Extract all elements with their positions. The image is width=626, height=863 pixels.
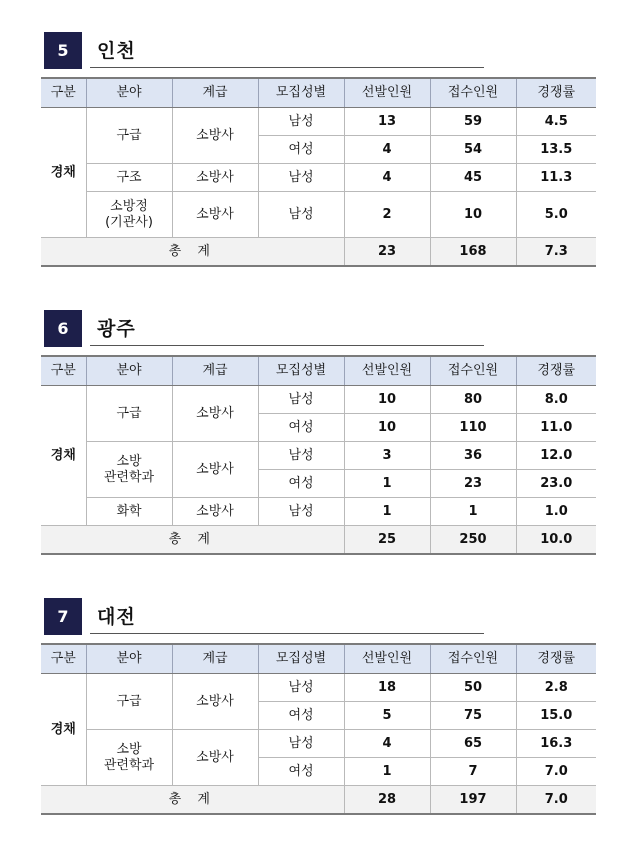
ratio-cell: 12.0 xyxy=(516,442,596,470)
header-ratio: 경쟁률 xyxy=(516,356,596,386)
total-ratio: 7.3 xyxy=(516,238,596,267)
total-ratio: 7.0 xyxy=(516,786,596,815)
table-row xyxy=(41,108,596,136)
total-applied: 197 xyxy=(430,786,516,815)
header-rank: 계급 xyxy=(172,356,258,386)
header-rank: 계급 xyxy=(172,78,258,108)
section-title: 인천 xyxy=(97,40,136,62)
category-cell: 경채 xyxy=(41,386,86,526)
field-cell: 화학 xyxy=(86,498,172,526)
rank-cell: 소방사 xyxy=(172,386,258,442)
selected-cell: 4 xyxy=(344,730,430,758)
header-gender: 모집성별 xyxy=(258,356,344,386)
gender-cell: 남성 xyxy=(258,386,344,414)
table-header-row xyxy=(41,644,596,674)
selected-cell: 10 xyxy=(344,414,430,442)
total-selected: 28 xyxy=(344,786,430,815)
table-row xyxy=(41,192,596,238)
gender-cell: 여성 xyxy=(258,414,344,442)
section-gwangju xyxy=(41,310,596,555)
selected-cell: 4 xyxy=(344,164,430,192)
gender-cell: 여성 xyxy=(258,470,344,498)
applied-cell: 54 xyxy=(430,136,516,164)
table-row xyxy=(41,730,596,758)
section-header xyxy=(41,32,596,72)
recruitment-table xyxy=(41,355,596,555)
category-cell: 경채 xyxy=(41,108,86,238)
table-row xyxy=(41,498,596,526)
section-title: 광주 xyxy=(97,318,136,340)
ratio-cell: 13.5 xyxy=(516,136,596,164)
header-gender: 모집성별 xyxy=(258,644,344,674)
field-cell: 소방정 (기관사) xyxy=(86,192,172,238)
field-cell: 구급 xyxy=(86,674,172,730)
header-ratio: 경쟁률 xyxy=(516,644,596,674)
header-applied: 접수인원 xyxy=(430,644,516,674)
selected-cell: 13 xyxy=(344,108,430,136)
header-category: 구분 xyxy=(41,644,86,674)
section-underline xyxy=(90,67,484,68)
selected-cell: 18 xyxy=(344,674,430,702)
selected-cell: 10 xyxy=(344,386,430,414)
header-field: 분야 xyxy=(86,644,172,674)
section-number-badge: 5 xyxy=(44,32,82,69)
selected-cell: 1 xyxy=(344,758,430,786)
table-row xyxy=(41,386,596,414)
header-ratio: 경쟁률 xyxy=(516,78,596,108)
applied-cell: 75 xyxy=(430,702,516,730)
applied-cell: 7 xyxy=(430,758,516,786)
header-rank: 계급 xyxy=(172,644,258,674)
rank-cell: 소방사 xyxy=(172,108,258,164)
ratio-cell: 23.0 xyxy=(516,470,596,498)
gender-cell: 남성 xyxy=(258,498,344,526)
selected-cell: 2 xyxy=(344,192,430,238)
field-cell: 소방 관련학과 xyxy=(86,442,172,498)
total-applied: 250 xyxy=(430,526,516,555)
applied-cell: 65 xyxy=(430,730,516,758)
section-underline xyxy=(90,633,484,634)
gender-cell: 남성 xyxy=(258,674,344,702)
section-title: 대전 xyxy=(97,606,136,628)
total-selected: 23 xyxy=(344,238,430,267)
gender-cell: 남성 xyxy=(258,730,344,758)
total-label: 총 계 xyxy=(41,786,344,815)
total-row xyxy=(41,786,596,815)
ratio-cell: 16.3 xyxy=(516,730,596,758)
total-label: 총 계 xyxy=(41,526,344,555)
header-category: 구분 xyxy=(41,78,86,108)
applied-cell: 36 xyxy=(430,442,516,470)
field-cell: 구급 xyxy=(86,108,172,164)
section-header xyxy=(41,598,596,638)
total-row xyxy=(41,238,596,267)
header-selected: 선발인원 xyxy=(344,356,430,386)
total-ratio: 10.0 xyxy=(516,526,596,555)
total-row xyxy=(41,526,596,555)
section-number-badge: 7 xyxy=(44,598,82,635)
header-field: 분야 xyxy=(86,356,172,386)
gender-cell: 여성 xyxy=(258,758,344,786)
selected-cell: 3 xyxy=(344,442,430,470)
section-number-badge: 6 xyxy=(44,310,82,347)
gender-cell: 여성 xyxy=(258,702,344,730)
selected-cell: 4 xyxy=(344,136,430,164)
table-header-row xyxy=(41,78,596,108)
total-label: 총 계 xyxy=(41,238,344,267)
section-header xyxy=(41,310,596,350)
header-category: 구분 xyxy=(41,356,86,386)
ratio-cell: 11.0 xyxy=(516,414,596,442)
field-cell: 구급 xyxy=(86,386,172,442)
rank-cell: 소방사 xyxy=(172,498,258,526)
gender-cell: 남성 xyxy=(258,442,344,470)
selected-cell: 5 xyxy=(344,702,430,730)
ratio-cell: 11.3 xyxy=(516,164,596,192)
ratio-cell: 4.5 xyxy=(516,108,596,136)
selected-cell: 1 xyxy=(344,470,430,498)
applied-cell: 1 xyxy=(430,498,516,526)
header-applied: 접수인원 xyxy=(430,78,516,108)
applied-cell: 45 xyxy=(430,164,516,192)
total-selected: 25 xyxy=(344,526,430,555)
gender-cell: 남성 xyxy=(258,108,344,136)
ratio-cell: 8.0 xyxy=(516,386,596,414)
gender-cell: 남성 xyxy=(258,164,344,192)
table-row xyxy=(41,164,596,192)
section-daejeon xyxy=(41,598,596,815)
header-field: 분야 xyxy=(86,78,172,108)
table-row xyxy=(41,674,596,702)
recruitment-table xyxy=(41,643,596,815)
field-cell: 구조 xyxy=(86,164,172,192)
header-gender: 모집성별 xyxy=(258,78,344,108)
ratio-cell: 1.0 xyxy=(516,498,596,526)
section-incheon xyxy=(41,32,596,267)
applied-cell: 80 xyxy=(430,386,516,414)
category-cell: 경채 xyxy=(41,674,86,786)
table-row xyxy=(41,442,596,470)
total-applied: 168 xyxy=(430,238,516,267)
applied-cell: 23 xyxy=(430,470,516,498)
rank-cell: 소방사 xyxy=(172,442,258,498)
gender-cell: 여성 xyxy=(258,136,344,164)
ratio-cell: 2.8 xyxy=(516,674,596,702)
ratio-cell: 7.0 xyxy=(516,758,596,786)
recruitment-table xyxy=(41,77,596,267)
section-underline xyxy=(90,345,484,346)
applied-cell: 59 xyxy=(430,108,516,136)
rank-cell: 소방사 xyxy=(172,730,258,786)
gender-cell: 남성 xyxy=(258,192,344,238)
field-cell: 소방 관련학과 xyxy=(86,730,172,786)
header-selected: 선발인원 xyxy=(344,644,430,674)
applied-cell: 50 xyxy=(430,674,516,702)
table-header-row xyxy=(41,356,596,386)
ratio-cell: 5.0 xyxy=(516,192,596,238)
ratio-cell: 15.0 xyxy=(516,702,596,730)
rank-cell: 소방사 xyxy=(172,674,258,730)
selected-cell: 1 xyxy=(344,498,430,526)
header-selected: 선발인원 xyxy=(344,78,430,108)
rank-cell: 소방사 xyxy=(172,164,258,192)
header-applied: 접수인원 xyxy=(430,356,516,386)
rank-cell: 소방사 xyxy=(172,192,258,238)
applied-cell: 110 xyxy=(430,414,516,442)
applied-cell: 10 xyxy=(430,192,516,238)
